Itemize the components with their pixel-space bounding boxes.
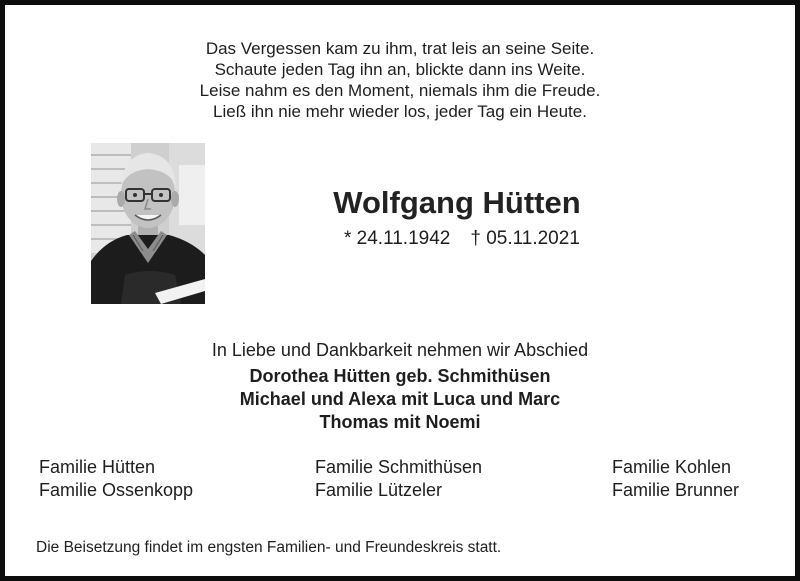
death-date: † 05.11.2021 — [470, 228, 580, 249]
portrait-image — [91, 143, 205, 304]
farewell-line: In Liebe und Dankbarkeit nehmen wir Abschied — [211, 340, 589, 360]
families-column-3 — [612, 456, 739, 502]
families-column-2 — [315, 456, 482, 502]
poem-line: Das Vergessen kam zu ihm, trat leis an seine Seite. — [205, 39, 595, 58]
family-name: Familie Ossenkopp — [39, 480, 194, 500]
life-dates — [344, 227, 580, 251]
deceased-name: Wolfgang Hütten — [333, 185, 581, 220]
family-name: Familie Kohlen — [612, 457, 732, 477]
mourner: Dorothea Hütten geb. Schmithüsen — [249, 366, 551, 386]
family-name: Familie Lützeler — [315, 480, 443, 500]
mourners-list — [5, 365, 795, 434]
poem-line: Ließ ihn nie mehr wieder los, jeder Tag ein Heute. — [213, 102, 587, 121]
poem-line: Leise nahm es den Moment, niemals ihm die Freude. — [199, 81, 601, 100]
birth-date: * 24.11.1942 — [344, 228, 451, 249]
poem — [5, 38, 795, 122]
family-name: Familie Schmithüsen — [315, 457, 483, 477]
poem-line: Schaute jeden Tag ihn an, blickte dann ins Weite. — [214, 60, 586, 79]
mourner: Thomas mit Noemi — [319, 412, 481, 432]
family-name: Familie Hütten — [39, 457, 156, 477]
family-name: Familie Brunner — [612, 480, 740, 500]
portrait-photo — [91, 143, 205, 304]
families-column-1 — [39, 456, 193, 502]
burial-note: Die Beisetzung findet im engsten Familien- und Freundeskreis statt. — [36, 539, 502, 556]
mourner: Michael und Alexa mit Luca und Marc — [239, 389, 561, 409]
